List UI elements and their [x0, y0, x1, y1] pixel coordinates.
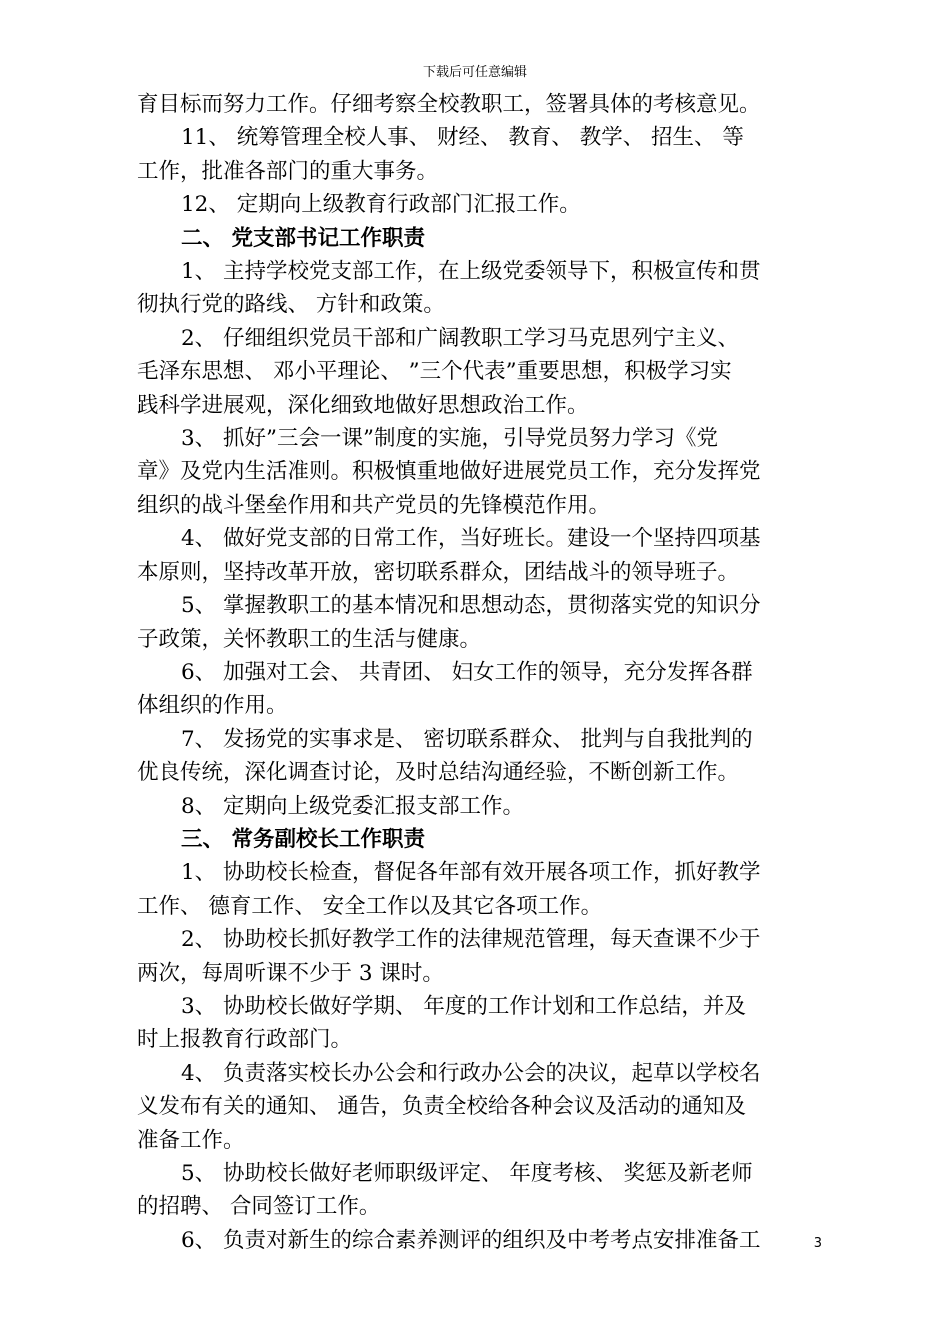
page-number: 3: [813, 1236, 822, 1251]
text-line: 5、 协助校长做好老师职级评定、 年度考核、 奖惩及新老师: [181, 1161, 753, 1186]
page-header: 下载后可任意编辑: [422, 65, 527, 80]
text-line: 12、 定期向上级教育行政部门汇报工作。: [181, 192, 581, 218]
text-line: 工作，批准各部门的重大事务。: [137, 158, 439, 184]
text-line: 两次，每周听课不少于 3 课时。: [137, 960, 444, 986]
text-line: 章》及党内生活准则。积极慎重地做好进展党员工作，充分发挥党: [137, 459, 761, 485]
text-line: 7、 发扬党的实事求是、 密切联系群众、 批判与自我批判的: [181, 726, 753, 752]
text-line: 3、 协助校长做好学期、 年度的工作计划和工作总结，并及: [181, 993, 746, 1019]
text-line: 4、 负责落实校长办公会和行政办公会的决议，起草以学校名: [181, 1060, 761, 1086]
text-line: 5、 掌握教职工的基本情况和思想动态，贯彻落实党的知识分: [181, 593, 761, 619]
text-line: 时上报教育行政部门。: [137, 1027, 353, 1053]
text-line: 8、 定期向上级党委汇报支部工作。: [181, 793, 525, 819]
text-line: 3、 抓好”三会一课”制度的实施，引导党员努力学习《党: [181, 426, 718, 452]
text-line: 6、 负责对新生的综合素养测评的组织及中考考点安排准备工: [181, 1227, 761, 1253]
document-body: [137, 88, 817, 1257]
text-line: 2、 仔细组织党员干部和广阔教职工学习马克思列宁主义、: [181, 325, 740, 351]
text-line: 践科学进展观，深化细致地做好思想政治工作。: [137, 392, 589, 418]
text-line: 的招聘、 合同签订工作。: [137, 1194, 381, 1220]
text-line: 育目标而努力工作。仔细考察全校教职工，签署具体的考核意见。: [137, 92, 761, 117]
text-line: 1、 主持学校党支部工作，在上级党委领导下，积极宣传和贯: [181, 259, 761, 285]
text-line: 优良传统，深化调查讨论，及时总结沟通经验，不断创新工作。: [137, 760, 740, 786]
text-line: 6、 加强对工会、 共青团、 妇女工作的领导，充分发挥各群: [181, 659, 753, 685]
text-line: 2、 协助校长抓好教学工作的法律规范管理，每天查课不少于: [181, 927, 761, 953]
text-line: 4、 做好党支部的日常工作，当好班长。建设一个坚持四项基: [181, 526, 761, 552]
text-line: 工作、 德育工作、 安全工作以及其它各项工作。: [137, 893, 603, 919]
text-line: 准备工作。: [137, 1127, 245, 1153]
text-line: 彻执行党的路线、 方针和政策。: [137, 292, 445, 318]
text-line: 义发布有关的通知、 通告，负责全校给各种会议及活动的通知及: [137, 1094, 746, 1120]
section-heading: 二、 党支部书记工作职责: [181, 225, 425, 251]
text-line: 11、 统筹管理全校人事、 财经、 教育、 教学、 招生、 等: [181, 125, 744, 151]
text-line: 体组织的作用。: [137, 693, 288, 719]
text-line: 子政策，关怀教职工的生活与健康。: [137, 626, 482, 652]
text-line: 本原则，坚持改革开放，密切联系群众，团结战斗的领导班子。: [137, 559, 740, 585]
text-line: 毛泽东思想、 邓小平理论、 ”三个代表”重要思想，积极学习实: [137, 359, 732, 385]
text-line: 组织的战斗堡垒作用和共产党员的先锋模范作用。: [137, 492, 611, 518]
section-heading: 三、 常务副校长工作职责: [181, 826, 425, 852]
text-line: 1、 协助校长检查，督促各年部有效开展各项工作，抓好教学: [181, 860, 761, 886]
